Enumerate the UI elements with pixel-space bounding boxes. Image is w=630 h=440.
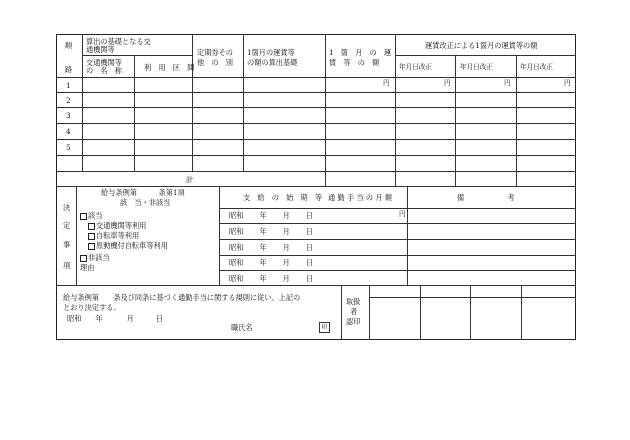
yen-unit: 円: [383, 79, 390, 87]
row-number: 3: [66, 111, 71, 120]
yen-unit: 円: [399, 210, 406, 218]
decision-text-2: とおり決定する。: [63, 303, 121, 312]
not-applicable-check: [80, 253, 110, 262]
no-header-bottom: 路: [65, 65, 73, 74]
pass-type-header-2: 他 の 別: [197, 58, 233, 67]
rule: [395, 35, 396, 186]
commute-allowance-form: [56, 34, 576, 340]
motor-check: [88, 241, 168, 250]
year-label: 年: [259, 243, 267, 252]
article-line: 給与条例第 条第1項: [101, 188, 185, 197]
transport-name-header-2: の 名 称: [86, 66, 122, 75]
rule: [516, 55, 517, 186]
rule: [82, 55, 192, 56]
rule: [219, 270, 576, 271]
rule: [325, 35, 326, 186]
rule: [57, 285, 576, 286]
basis-header-2: 通機関等: [86, 45, 115, 54]
monthly-amount-header-2: 賃 等 の 額: [329, 58, 380, 67]
check-label: 非該当: [88, 253, 110, 262]
checkbox-icon[interactable]: [88, 233, 95, 240]
rule: [219, 239, 576, 240]
decision-text-1: 給与条例第 条及び同条に基づく通勤手当に関する規則に従い、上記の: [63, 293, 301, 302]
transport-check: [88, 221, 146, 230]
month-label: 月: [282, 243, 290, 252]
era-label: 昭和: [229, 243, 244, 252]
handler-label-1: 取扱: [346, 297, 361, 306]
checkbox-icon[interactable]: [80, 213, 87, 220]
rule: [395, 55, 576, 56]
basis-header-1: 算出の基礎となる交: [86, 37, 151, 46]
start-date-row: [229, 227, 313, 236]
rule: [219, 223, 576, 224]
rule: [470, 285, 471, 340]
rule: [219, 208, 576, 209]
rule: [76, 186, 77, 285]
section-header: 利 用 区 間: [144, 63, 195, 72]
day-label: 日: [305, 258, 313, 267]
start-date-row: [229, 258, 313, 267]
fare-basis-header-1: 1箇月の運賃等: [247, 48, 295, 57]
fare-basis-header-2: の額の算出基礎: [247, 58, 298, 67]
decision-side-label: 項: [63, 261, 71, 270]
start-date-row: [229, 243, 313, 252]
rule: [521, 285, 522, 340]
era-label: 昭和: [229, 274, 244, 283]
total-label: 計: [186, 175, 194, 184]
applicable-check: [80, 211, 102, 220]
decision-date: [67, 314, 163, 323]
era-label: 昭和: [229, 211, 244, 220]
handler-label-3: 認印: [346, 317, 361, 326]
rule: [219, 255, 576, 256]
rule: [192, 35, 193, 171]
payment-start-header: 支 給 の 始 期 等: [243, 193, 323, 202]
month-label: 月: [282, 227, 290, 236]
day-label: 日: [305, 227, 313, 236]
start-date-row: [229, 211, 313, 220]
revision-header: 運賃改正による1箇月の運賃等の額: [425, 41, 538, 50]
seal-mark: 印: [319, 322, 330, 333]
year-label: 年: [95, 314, 103, 323]
applicable-line: 該 当・非該当: [120, 198, 171, 207]
rule: [243, 35, 244, 171]
monthly-amount-header-1: 1 箇 月 の 運: [329, 48, 392, 57]
rule: [134, 55, 135, 171]
year-label: 年: [259, 211, 267, 220]
checkbox-icon[interactable]: [88, 243, 95, 250]
reason-label: 理由: [80, 263, 95, 272]
no-header-top: 順: [65, 41, 73, 50]
bicycle-check: [88, 231, 139, 240]
day-label: 日: [305, 243, 313, 252]
revision-date-3: 年月日改正: [520, 63, 553, 71]
year-label: 年: [259, 258, 267, 267]
decision-side-label: 事: [63, 240, 71, 249]
day-label: 日: [155, 314, 163, 323]
yen-unit: 円: [564, 79, 571, 87]
row-number: 5: [66, 143, 71, 152]
day-label: 日: [305, 211, 313, 220]
checkbox-icon[interactable]: [80, 255, 87, 262]
rule: [420, 285, 421, 340]
decision-side-label: 決: [63, 203, 71, 212]
row-number: 2: [66, 96, 71, 105]
row-number: 4: [66, 127, 71, 136]
decision-side-label: 定: [63, 221, 71, 230]
month-label: 月: [126, 314, 134, 323]
rule: [82, 35, 83, 171]
month-label: 月: [282, 258, 290, 267]
revision-date-1: 年月日改正: [399, 63, 432, 71]
handler-label-2: 者: [350, 307, 358, 316]
year-label: 年: [259, 274, 267, 283]
signature-label: 職氏名: [231, 323, 253, 332]
check-label: 該当: [88, 211, 103, 220]
month-label: 月: [282, 274, 290, 283]
era-label: 昭和: [229, 227, 244, 236]
month-label: 月: [282, 211, 290, 220]
era-label: 昭和: [229, 258, 244, 267]
remarks-header: 備 考: [457, 193, 515, 202]
row-number: 1: [66, 81, 71, 90]
revision-date-2: 年月日改正: [460, 63, 493, 71]
day-label: 日: [305, 274, 313, 283]
yen-unit: 円: [444, 79, 451, 87]
pass-type-header-1: 定期券その: [197, 48, 233, 57]
rule: [57, 171, 576, 172]
check-label: 自転車等利用: [96, 231, 140, 240]
yen-unit: 円: [504, 79, 511, 87]
checkbox-icon[interactable]: [88, 223, 95, 230]
rule: [455, 55, 456, 186]
rule: [341, 285, 342, 340]
year-label: 年: [259, 227, 267, 236]
transport-name-header-1: 交通機関等: [86, 58, 122, 67]
rule: [369, 285, 370, 340]
check-label: 原動機付自転車等利用: [96, 241, 168, 250]
era-label: 昭和: [67, 314, 82, 323]
start-date-row: [229, 274, 313, 283]
check-label: 交通機関等利用: [96, 221, 147, 230]
allowance-amount-header: 通 勤 手 当 の 月 額: [328, 193, 393, 202]
rule: [57, 186, 576, 187]
rule: [369, 297, 576, 298]
